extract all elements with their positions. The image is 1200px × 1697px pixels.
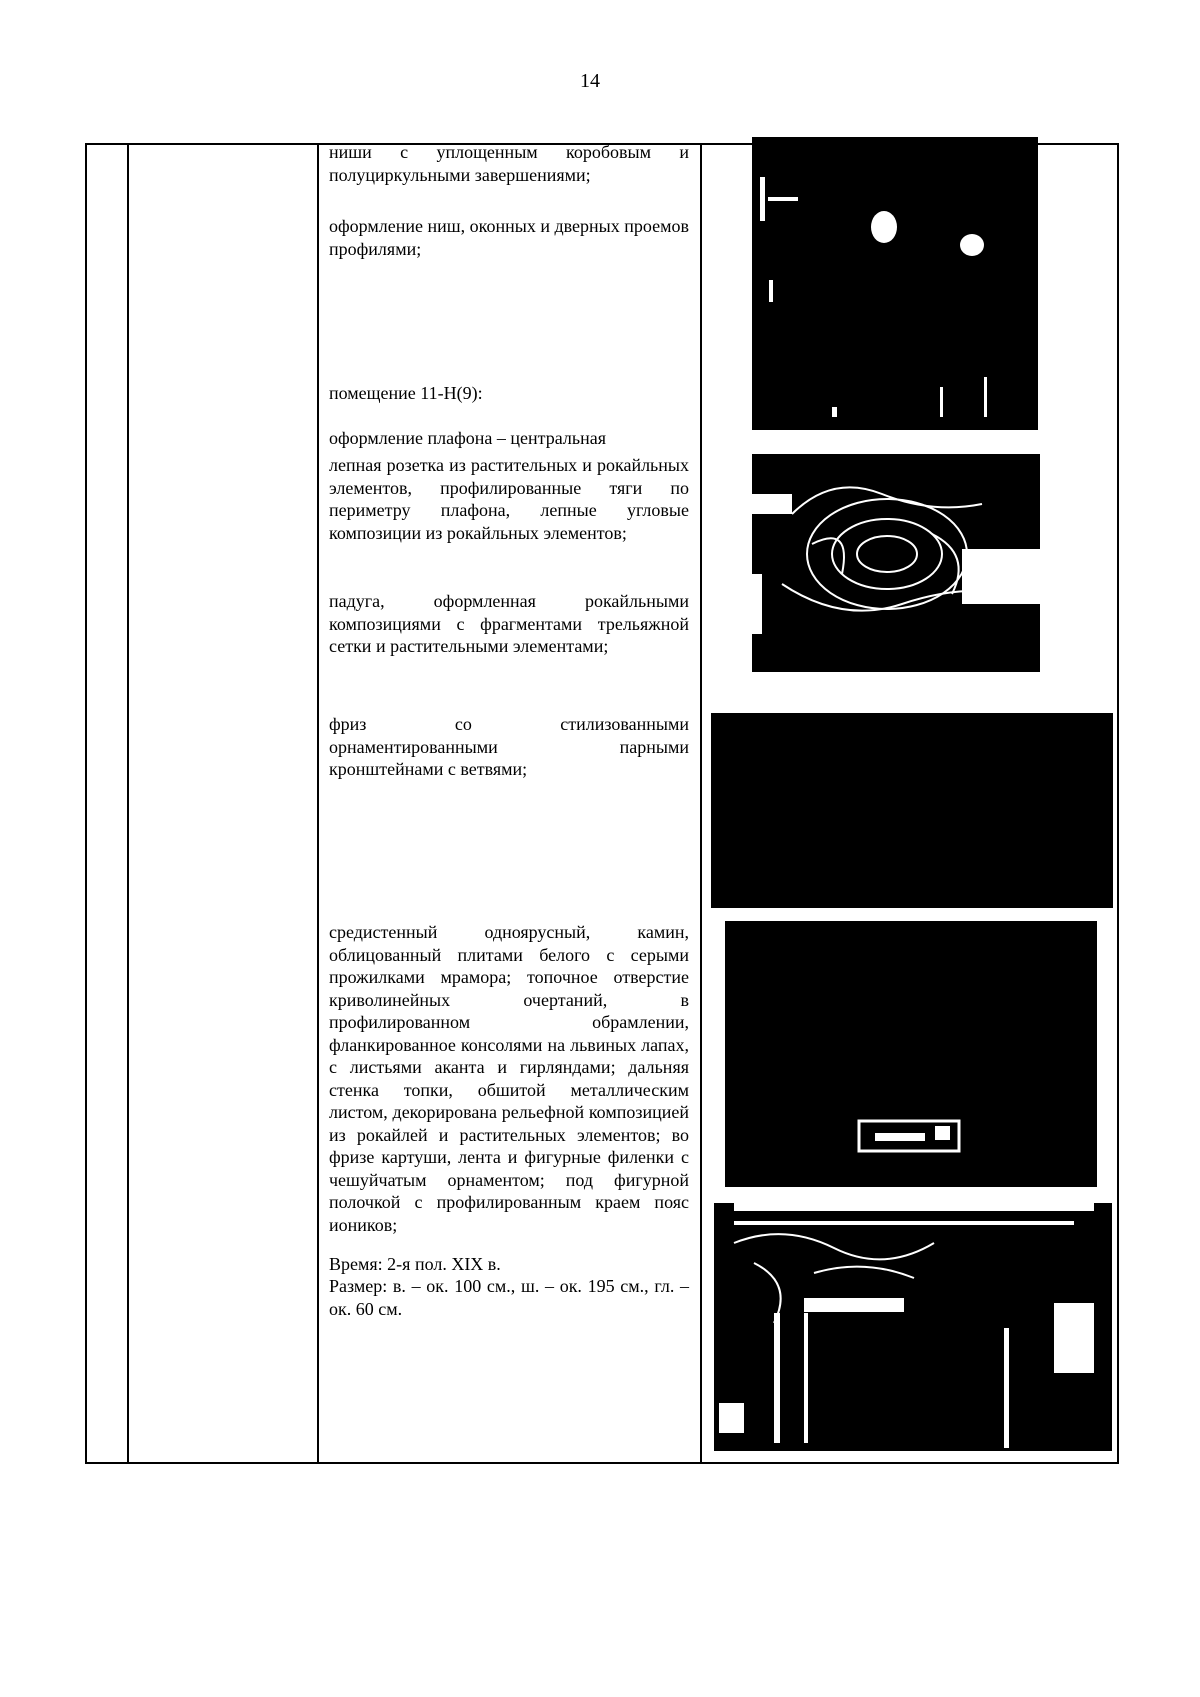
size-text: Размер: в. – ок. 100 см., ш. – ок. 195 см., гл. – ок. 60 см. <box>329 1276 689 1319</box>
fireplace-photo-icon <box>725 921 1097 1187</box>
fireplace-detail-photo <box>714 1203 1112 1451</box>
room-heading: помещение 11-Н(9): <box>329 383 483 403</box>
plafond-photo <box>752 454 1040 672</box>
frieze-text: фриз со стилизованными орнаментированными парными кронштейнами с ветвями; <box>329 714 689 779</box>
fireplace-detail-photo-icon <box>714 1203 1112 1451</box>
column-divider-2 <box>317 145 319 1462</box>
frieze-photo <box>711 713 1113 908</box>
padug-text: падуга, оформленная рокайльными композициями с фрагментами трельяжной сетки и растительными элементами; <box>329 591 689 656</box>
fireplace-text: средистенный одноярусный, камин, облицованный плитами белого с серыми прожилками мрамора; топочное отверстие криволинейных очертаний, в профилированном обрамлении, фланкированное консолями на львиных лапах, с листьями аканта и гирляндами; дальняя стенка топки, обшитой металлическим листом, декорирована рельефной композицией из рокайлей и растительных элементов; во фризе картуши, лента и фигурные филенки с чешуйчатым орнаментом; под фигурной полочкой с профилированным краем пояс иоников; <box>329 922 689 1235</box>
plafond-rosette-photo-icon <box>752 454 1040 672</box>
niche-interior-photo-icon <box>752 137 1038 430</box>
niches-text: ниши с уплощенным коробовым и полуциркульными завершениями; <box>329 142 689 185</box>
page-number: 14 <box>580 70 600 92</box>
profiles-text: оформление ниш, оконных и дверных проемов профилями; <box>329 216 689 259</box>
fireplace-photo <box>725 921 1097 1187</box>
time-text: Время: 2-я пол. XIX в. <box>329 1254 501 1274</box>
plafond-heading: оформление плафона – центральная <box>329 428 606 448</box>
column-divider-1 <box>127 145 129 1462</box>
monument-table <box>85 143 1119 1464</box>
niche-photo <box>752 137 1038 430</box>
column-divider-3 <box>700 145 702 1462</box>
plafond-text: лепная розетка из растительных и рокайльных элементов, профилированные тяги по периметру плафона, лепные угловые композиции из рокайльных элементов; <box>329 455 689 543</box>
